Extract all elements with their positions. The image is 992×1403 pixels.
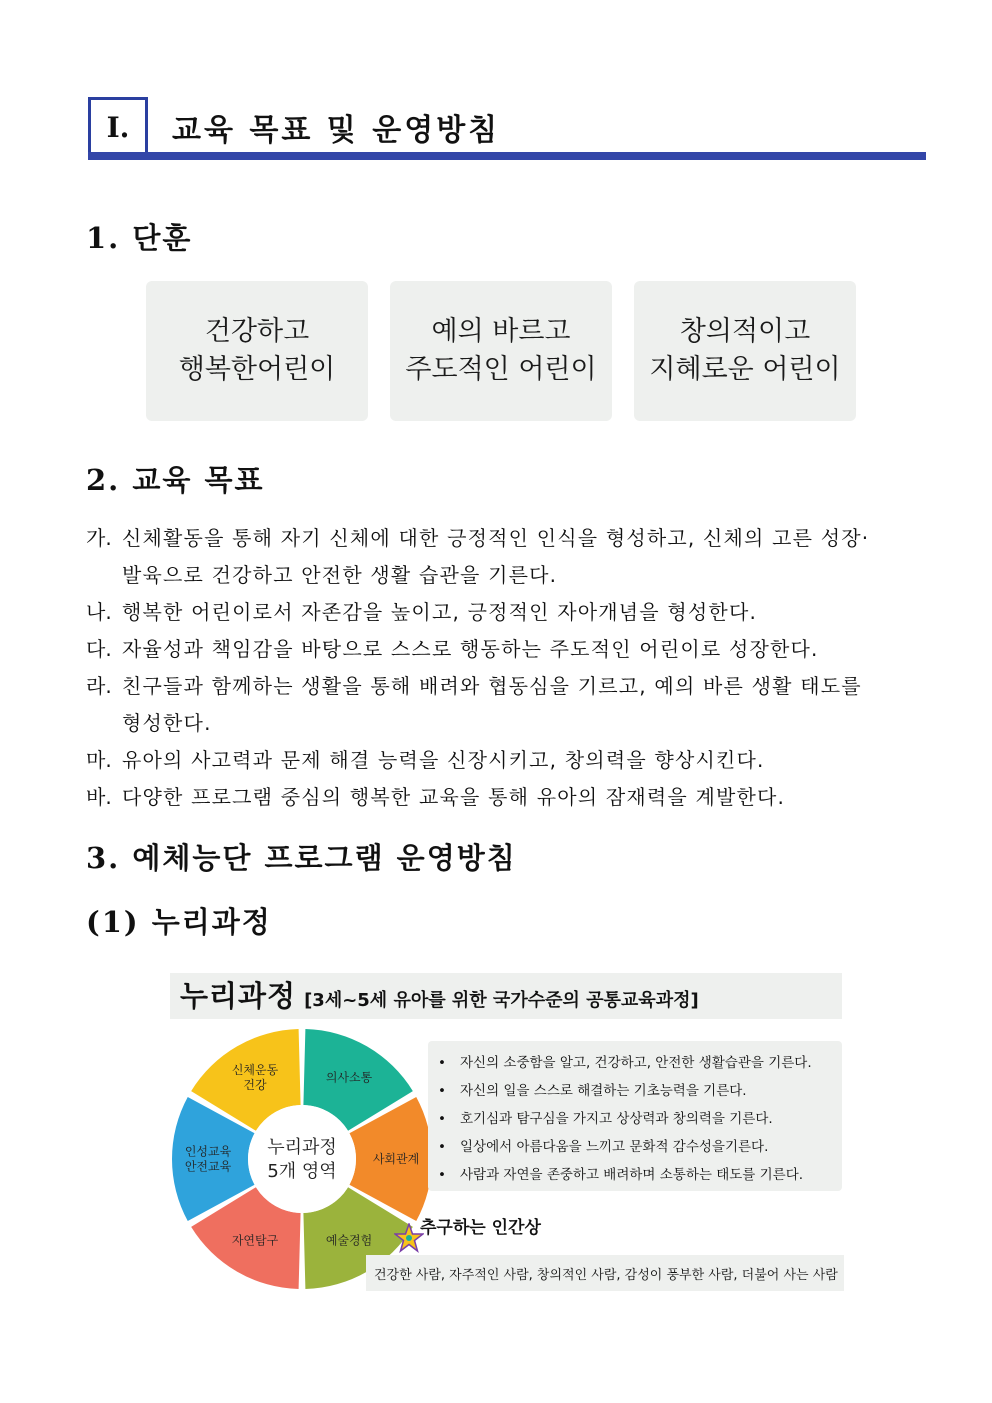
- chapter-underline: [88, 152, 926, 160]
- nuri-goal-item: • 일상에서 아름다움을 느끼고 문화적 감수성을기른다.: [438, 1133, 842, 1161]
- nuri-goals-panel: [428, 1041, 842, 1191]
- motto-card: [146, 281, 368, 421]
- chapter-header: [88, 97, 926, 161]
- goal-item: [86, 779, 916, 816]
- ideal-title: 추구하는 인간상: [420, 1218, 541, 1238]
- nuri-goal-item: • 사람과 자연을 존중하고 배려하며 소통하는 태도를 기른다.: [438, 1161, 842, 1189]
- wheel-segment-label: 인성교육: [184, 1144, 232, 1159]
- goal-line: 친구들과 함께하는 생활을 통해 배려와 협동심을 기르고, 예의 바른 생활 태도를: [122, 674, 862, 698]
- section-title-nuri: (1) 누리과정: [86, 905, 272, 939]
- motto-card-line: 지혜로운 어린이: [649, 354, 841, 385]
- wheel-segment-label: 안전교육: [184, 1159, 232, 1174]
- wheel-center-line: 5개 영역: [267, 1161, 337, 1182]
- motto-card: [634, 281, 856, 421]
- goal-marker: 다.: [86, 637, 112, 661]
- motto-card-line: 행복한어린이: [178, 354, 336, 385]
- goal-marker: 나.: [86, 600, 112, 624]
- nuri-goal-item: • 호기심과 탐구심을 가지고 상상력과 창의력을 기른다.: [438, 1105, 842, 1133]
- section-title-policy: 3. 예체능단 프로그램 운영방침: [86, 841, 517, 875]
- nuri-heading-bar: [170, 973, 842, 1019]
- chapter-number: Ⅰ.: [88, 97, 148, 155]
- motto-card: [390, 281, 612, 421]
- section-title-motto: 1. 단훈: [86, 221, 193, 255]
- wheel-segment-label: 건강: [243, 1078, 267, 1093]
- motto-card-line: 주도적인 어린이: [405, 354, 597, 385]
- goal-item: [86, 594, 916, 631]
- goal-marker: 바.: [86, 785, 112, 809]
- nuri-subheading: [3세~5세 유아를 위한 국가수준의 공통교육과정]: [304, 990, 699, 1011]
- nuri-goal-item: • 자신의 일을 스스로 해결하는 기초능력을 기른다.: [438, 1077, 842, 1105]
- nuri-figure: [160, 967, 846, 1299]
- motto-card-line: 건강하고: [204, 316, 310, 347]
- wheel-segment-label: 신체운동: [231, 1063, 279, 1078]
- goal-line: 신체활동을 통해 자기 신체에 대한 긍정적인 인식을 형성하고, 신체의 고른 성장·: [122, 526, 870, 550]
- wheel-center: [248, 1105, 356, 1213]
- goal-item: [86, 520, 916, 594]
- wheel-segment-label: 의사소통: [325, 1070, 373, 1085]
- goal-line: 유아의 사고력과 문제 해결 능력을 신장시키고, 창의력을 향상시킨다.: [122, 748, 765, 772]
- goal-marker: 가.: [86, 526, 112, 550]
- goal-line: 자율성과 책임감을 바탕으로 스스로 행동하는 주도적인 어린이로 성장한다.: [122, 637, 819, 661]
- goal-item: [86, 631, 916, 668]
- wheel-segment-label: 자연탐구: [231, 1233, 279, 1248]
- goal-item: [86, 742, 916, 779]
- goal-line: 행복한 어린이로서 자존감을 높이고, 긍정적인 자아개념을 형성한다.: [122, 600, 758, 624]
- wheel-center-line: 누리과정: [267, 1137, 337, 1158]
- goal-line: 다양한 프로그램 중심의 행복한 교육을 통해 유아의 잠재력을 계발한다.: [122, 785, 786, 809]
- ideal-text: 건강한 사람, 자주적인 사람, 창의적인 사람, 감성이 풍부한 사람, 더불어 사는 사람: [366, 1255, 844, 1291]
- chapter-title: 교육 목표 및 운영방침: [172, 113, 501, 148]
- nuri-goal-item: • 자신의 소중함을 알고, 건강하고, 안전한 생활습관을 기른다.: [438, 1049, 842, 1077]
- section-title-goals: 2. 교육 목표: [86, 463, 265, 497]
- motto-cards: [146, 281, 856, 421]
- motto-card-line: 예의 바르고: [431, 316, 571, 347]
- motto-card-line: 창의적이고: [679, 316, 811, 347]
- nuri-heading: 누리과정: [180, 979, 297, 1013]
- wheel-segment-label: 사회관계: [372, 1152, 420, 1166]
- goal-line: 발육으로 건강하고 안전한 생활 습관을 기른다.: [122, 563, 558, 587]
- goal-marker: 마.: [86, 748, 112, 772]
- goal-item: [86, 668, 916, 742]
- goal-line: 형성한다.: [122, 711, 212, 735]
- wheel-segment-label: 예술경험: [325, 1233, 373, 1248]
- goals-list: [86, 520, 916, 816]
- goal-marker: 라.: [86, 674, 112, 698]
